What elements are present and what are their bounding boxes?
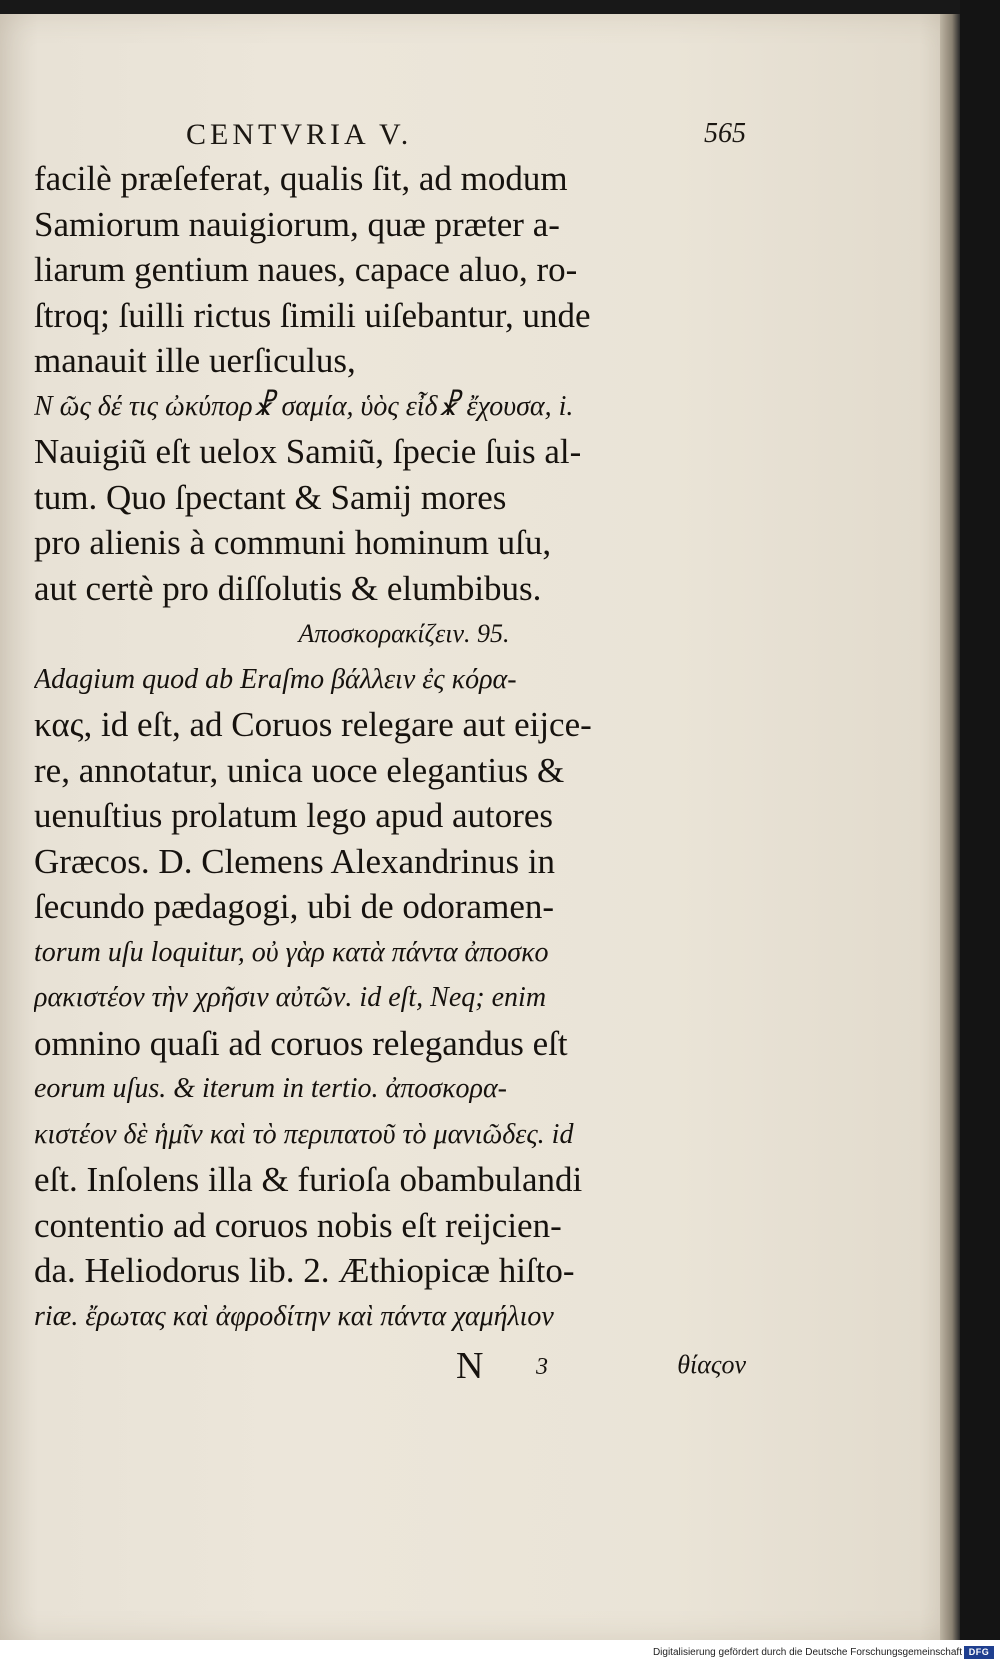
text-line: eſt. Inſolens illa & furioſa obambulandi — [34, 1160, 583, 1199]
text-line: pro alienis à communi hominum uſu, — [34, 523, 552, 562]
funding-credit: Digitalisierung gefördert durch die Deutsche Forschungsgemeinschaft — [652, 1647, 962, 1658]
text-line: facilè præſeferat, qualis ſit, ad modum — [34, 159, 568, 198]
text-line: aut certè pro diſſolutis & elumbibus. — [34, 568, 542, 608]
text-line: Samiorum nauigiorum, quæ præter a- — [34, 204, 560, 244]
dfg-logo: DFG — [964, 1646, 994, 1659]
page-number: 565 — [704, 118, 746, 149]
text-line: re, annotatur, unica uoce elegantius & — [34, 750, 565, 790]
text-line: ρακιστέον τὴν χρῆσιν αὐτῶν. id eſt, Neq; enim — [34, 982, 547, 1013]
text-line: riæ. ἔρωτας καὶ ἀφροδίτην καὶ πάντα χαμήλιον — [34, 1300, 554, 1332]
text-line: κιστέον δὲ ἡμῖν καὶ τὸ περιπατοῦ τὸ μανιῶδες. id — [34, 1118, 574, 1150]
text-line: κας, id eſt, ad Coruos relegare aut eijce- — [34, 705, 592, 744]
text-line: ſecundo pædagogi, ubi de odoramen- — [34, 887, 555, 926]
text-line: da. Heliodorus lib. 2. Æthiopicæ hiſto- — [34, 1251, 575, 1290]
running-head: CENTVRIA V. — [186, 118, 413, 151]
scan-right-border — [960, 0, 1000, 1664]
text-line: Græcos. D. Clemens Alexandrinus in — [34, 841, 556, 881]
text-line-greek: Ν ῶς δέ τις ὠκύπορ☧ σαμία, ὑὸς εἶδ☧ ἔχουσα, i. — [34, 390, 574, 422]
catchline — [456, 1344, 746, 1390]
text-line: uenuſtius prolatum lego apud autores — [34, 796, 554, 835]
text-line: torum uſu loquitur, οὐ γὰρ κατὰ πάντα ἀποσκο — [34, 936, 549, 968]
signature-number: 3 — [536, 1354, 548, 1380]
text-line: omnino quaſi ad coruos relegandus eſt — [34, 1023, 568, 1063]
catchword: θίαςον — [677, 1350, 746, 1379]
adage-heading: Αποσκορακίζειν. 95. — [298, 619, 510, 648]
page-header — [186, 118, 746, 158]
text-line: liarum gentium naues, capace aluo, ro- — [34, 250, 578, 289]
text-line: contentio ad coruos nobis eſt reijcien- — [34, 1205, 562, 1245]
text-line: manauit ille uerſiculus, — [34, 341, 356, 380]
text-line: ſtroq; ſuilli rictus ſimili uiſebantur, unde — [34, 295, 591, 335]
text-line: eorum uſus. & iterum in tertio. ἀποσκορα- — [34, 1073, 507, 1104]
main-text-block — [34, 156, 734, 1339]
text-line: tum. Quo ſpectant & Samij mores — [34, 477, 507, 517]
scan-top-border — [0, 0, 1000, 14]
signature-mark: N — [456, 1345, 484, 1387]
text-line: Adagium quod ab Eraſmo βάλλειν ἐς κόρα- — [34, 663, 517, 695]
page-edge-shadow — [940, 14, 960, 1640]
text-line: Nauigiũ eſt uelox Samiũ, ſpecie ſuis al- — [34, 432, 582, 471]
